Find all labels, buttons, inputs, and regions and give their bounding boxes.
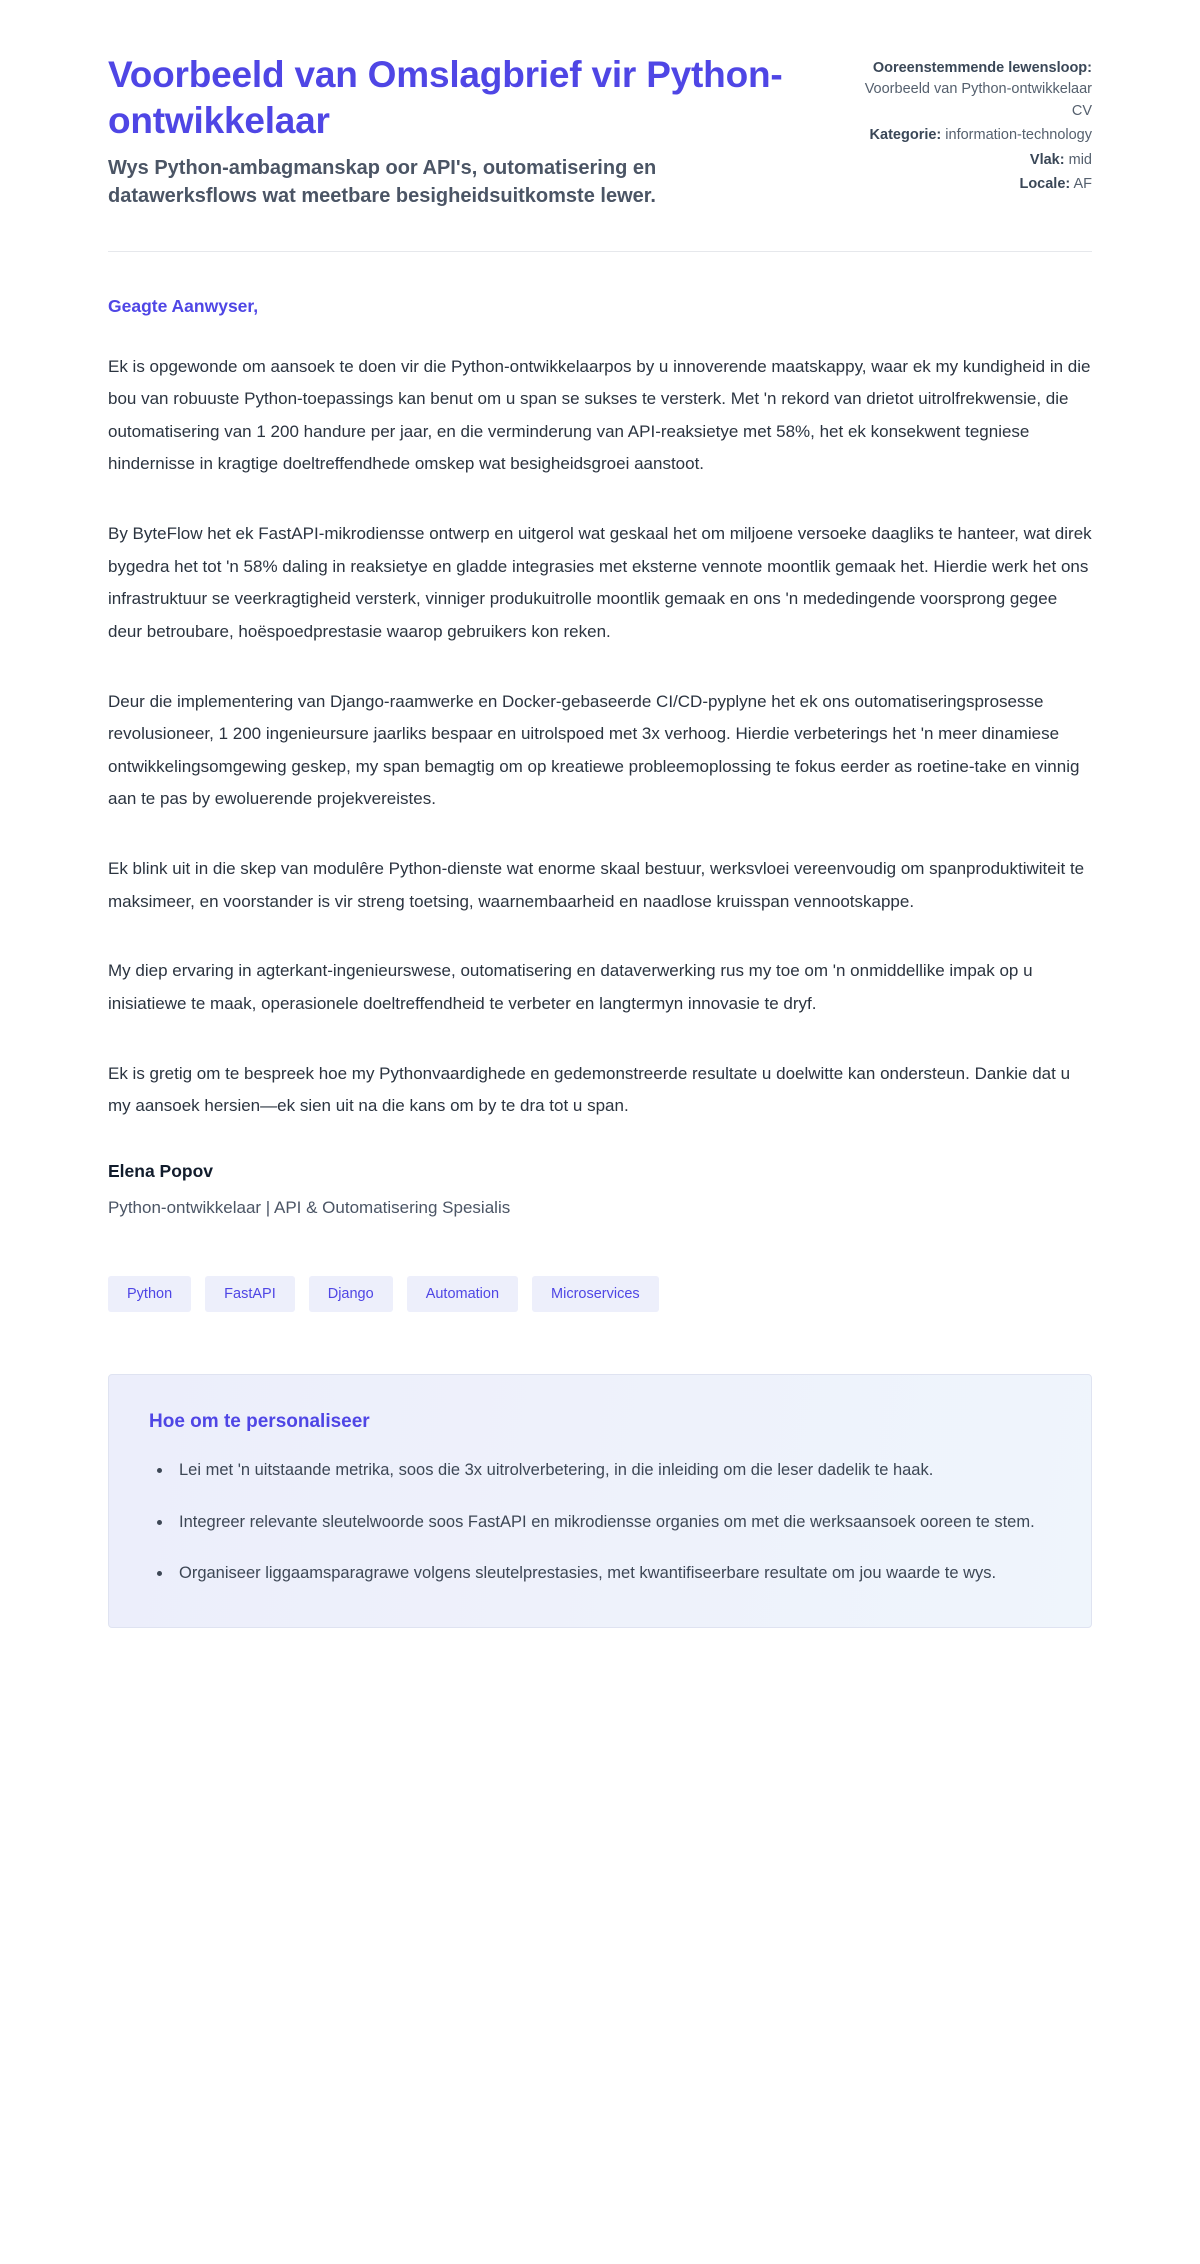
page-subtitle: Wys Python-ambagmanskap oor API's, outomatisering en datawerksflows wat meetbare besigheidsuitkomste lewer. xyxy=(108,156,657,208)
letter-paragraph: Ek blink uit in die skep van modulêre Python-dienste wat enorme skaal bestuur, werksvloei vereenvoudig om spanproduktiwiteit te maksimeer, en voorstander is vir streng toetsing, waarnembaarheid en naadlose kruisspan vennootskappe. xyxy=(108,859,1085,911)
letter-salutation: Geagte Aanwyser, xyxy=(108,295,259,316)
metadata-row-category xyxy=(842,125,1092,146)
metadata-label: Vlak: xyxy=(1029,151,1065,168)
metadata-value: information-technology xyxy=(945,127,1092,144)
callout-title: Hoe om te personaliseer xyxy=(149,1411,370,1433)
skill-tag[interactable]: Microservices xyxy=(532,1276,659,1313)
metadata-row-matching-resume xyxy=(842,58,1092,122)
letter-paragraph: Deur die implementering van Django-raamwerke en Docker-gebaseerde CI/CD-pyplyne het ek ons outomatiseringsprosesse revolusioneer, 1 200 ingenieursure jaarliks bespaar en uitrolspoed met 3x verhoog. Hierdie verbeterings het 'n meer dinamiese ontwikkelingsomgewing geskep, my span bemagtig om op kreatiewe probleemoplossing te fokus eerder as roetine-take en vinnig aan te pas by ewoluerende projekvereistes. xyxy=(108,691,1080,809)
callout-tip-item: Lei met 'n uitstaande metrika, soos die 3x uitrolverbetering, in die inleiding om die leser dadelik te haak. xyxy=(175,1455,1051,1486)
letter-body xyxy=(108,252,1092,1218)
metadata-label: Kategorie: xyxy=(869,127,942,144)
letter-signature xyxy=(108,1161,1092,1218)
skill-tag-list xyxy=(108,1276,1092,1313)
personalization-callout xyxy=(108,1374,1092,1628)
letter-paragraph: By ByteFlow het ek FastAPI-mikrodiensse ontwerp en uitgerol wat geskaal het om miljoene versoeke daagliks te hanteer, wat direk bygedra het tot 'n 58% daling in reaksietye en gladde integrasies met eksterne vennote moontlik gemaak het. Hierdie werk het ons infrastruktuur se veerkragtigheid versterk, vinniger produkuitrolle moontlik gemaak en ons 'n mededingende voorsprong gegee deur betroubare, hoëspoedprestasie waarop gebruikers kon reken. xyxy=(108,524,1092,641)
metadata-value: Voorbeeld van Python-ontwikkelaar CV xyxy=(864,81,1092,119)
header-title-block xyxy=(108,52,802,211)
metadata-label: Ooreenstemmende lewensloop: xyxy=(872,60,1092,76)
metadata-row-level xyxy=(842,150,1092,171)
signature-role: Python-ontwikkelaar | API & Outomatisering Spesialis xyxy=(108,1197,511,1217)
callout-tip-list xyxy=(149,1455,1051,1589)
page-title: Voorbeeld van Omslagbrief vir Python-ontwikkelaar xyxy=(108,54,783,141)
metadata-value: AF xyxy=(1073,176,1092,193)
skill-tag[interactable]: Django xyxy=(309,1276,393,1313)
skill-tag[interactable]: Automation xyxy=(407,1276,518,1313)
skill-tag[interactable]: FastAPI xyxy=(205,1276,295,1313)
letter-paragraph: Ek is gretig om te bespreek hoe my Pythonvaardighede en gedemonstreerde resultate u doelwitte kan ondersteun. Dankie dat u my aansoek hersien—ek sien uit na die kans om by te dra tot u span. xyxy=(108,1063,1071,1116)
metadata-label: Locale: xyxy=(1019,176,1071,193)
skill-tag[interactable]: Python xyxy=(108,1276,191,1313)
callout-tip-item: Organiseer liggaamsparagrawe volgens sleutelprestasies, met kwantifiseerbare resultate om jou waarde te wys. xyxy=(175,1558,1051,1589)
letter-paragraph: Ek is opgewonde om aansoek te doen vir die Python-ontwikkelaarpos by u innoverende maatskappy, waar ek my kundigheid in die bou van robuuste Python-toepassings kan benut om u span se sukses te versterk. Met 'n rekord van drietot uitrolfrekwensie, die outomatisering van 1 200 handure per jaar, en die verminderung van API-reaksietye met 58%, het ek konsekwent tegniese hindernisse in kragtige doeltreffendhede omskep wat besigheidsgroei aanstoot. xyxy=(108,356,1091,474)
letter-paragraph: My diep ervaring in agterkant-ingenieurswese, outomatisering en dataverwerking rus my toe om 'n onmiddellike impak op u inisiatiewe te maak, operasionele doeltreffendheid te verbeter en langtermyn innovasie te dryf. xyxy=(108,961,1033,1013)
signature-name: Elena Popov xyxy=(108,1160,214,1181)
document-metadata xyxy=(842,52,1092,199)
document-header xyxy=(108,52,1092,211)
callout-tip-item: Integreer relevante sleutelwoorde soos FastAPI en mikrodiensse organies om met die werksaansoek ooreen te stem. xyxy=(175,1507,1051,1538)
metadata-value: mid xyxy=(1068,151,1092,168)
metadata-row-locale xyxy=(842,174,1092,195)
